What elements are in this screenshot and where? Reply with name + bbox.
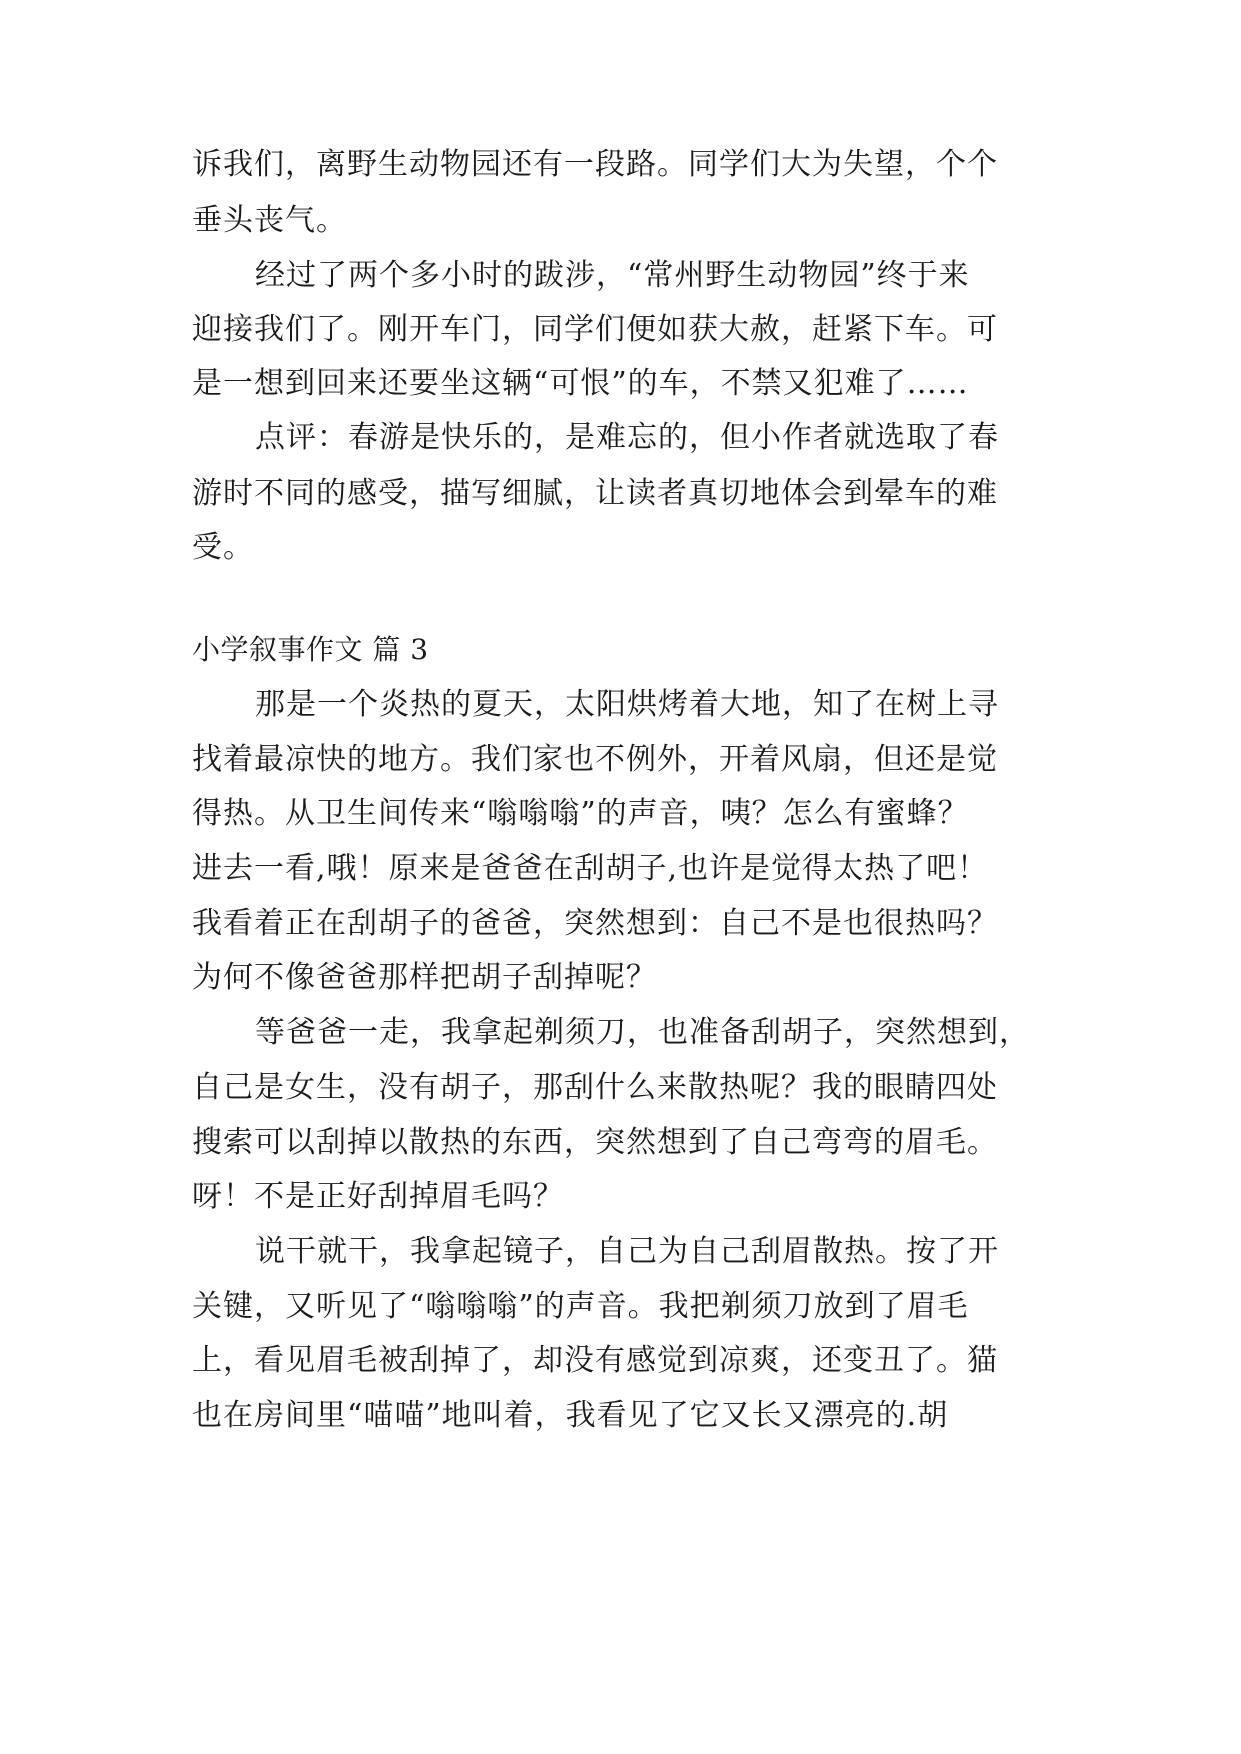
text-line: 我看着正在刮胡子的爸爸，突然想到：自己不是也很热吗？ xyxy=(192,906,998,941)
text-line: 说干就干，我拿起镜子，自己为自己刮眉散热。按了开 xyxy=(255,1234,999,1269)
text-line: 等爸爸一走，我拿起剃须刀，也准备刮胡子，突然想到， xyxy=(255,1015,1030,1050)
text-line: 搜索可以刮掉以散热的东西，突然想到了自己弯弯的眉毛。 xyxy=(192,1125,998,1160)
comment-line: 游时不同的感受，描写细腻，让读者真切地体会到晕车的难 xyxy=(192,476,998,511)
text-line: 那是一个炎热的夏天，太阳烘烤着大地，知了在树上寻 xyxy=(255,687,999,722)
text-line: 也在房间里“喵喵”地叫着，我看见了它又长又漂亮的.胡 xyxy=(192,1398,949,1433)
text-line: 呀！不是正好刮掉眉毛吗？ xyxy=(192,1179,564,1214)
comment-line: 点评：春游是快乐的，是难忘的，但小作者就选取了春 xyxy=(255,420,999,455)
text-line: 找着最凉快的地方。我们家也不例外，开着风扇，但还是觉 xyxy=(192,742,998,777)
text-line: 诉我们，离野生动物园还有一段路。同学们大为失望，个个 xyxy=(192,147,998,182)
text-line: 是一想到回来还要坐这辆“可恨”的车，不禁又犯难了…… xyxy=(192,366,969,401)
text-line: 经过了两个多小时的跋涉，“常州野生动物园”终于来 xyxy=(255,258,970,293)
text-line: 进去一看,哦！原来是爸爸在刮胡子,也许是觉得太热了吧！ xyxy=(192,851,989,886)
text-line: 关键，又听见了“嗡嗡嗡”的声音。我把剃须刀放到了眉毛 xyxy=(192,1289,969,1324)
text-line: 得热。从卫生间传来“嗡嗡嗡”的声音，咦？怎么有蜜蜂？ xyxy=(192,796,969,831)
text-line: 上，看见眉毛被刮掉了，却没有感觉到凉爽，还变丑了。猫 xyxy=(192,1343,998,1378)
text-line: 自己是女生，没有胡子，那刮什么来散热呢？我的眼睛四处 xyxy=(192,1070,998,1105)
section-title: 小学叙事作文 篇 3 xyxy=(192,633,429,666)
text-line: 迎接我们了。刚开车门，同学们便如获大赦，赶紧下车。可 xyxy=(192,312,998,347)
text-line: 垂头丧气。 xyxy=(192,203,347,238)
text-line: 为何不像爸爸那样把胡子刮掉呢？ xyxy=(192,960,657,995)
comment-line: 受。 xyxy=(192,530,254,565)
